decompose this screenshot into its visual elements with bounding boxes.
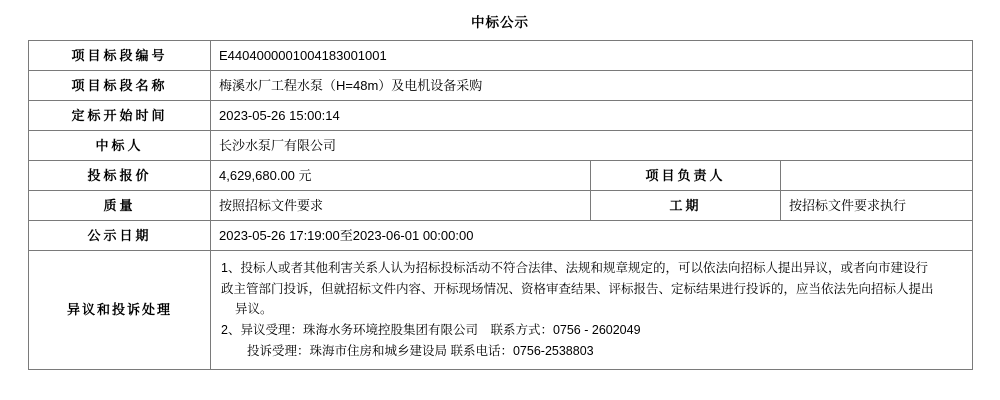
appeal-line: 1、投标人或者其他利害关系人认为招标投标活动不符合法律、法规和规章规定的，可以依法向招标人提出异议，或者向市建设行 xyxy=(221,261,928,275)
section-name-label: 项目标段名称 xyxy=(29,71,211,101)
section-no-label: 项目标段编号 xyxy=(29,41,211,71)
award-time-value: 2023-05-26 15:00:14 xyxy=(211,101,973,131)
winner-value: 长沙水泵厂有限公司 xyxy=(211,131,973,161)
publish-date-label: 公示日期 xyxy=(29,221,211,251)
appeal-label: 异议和投诉处理 xyxy=(29,251,211,370)
appeal-value-cell xyxy=(211,251,973,370)
bid-price-label: 投标报价 xyxy=(29,161,211,191)
table-row xyxy=(29,191,973,221)
page-title: 中标公示 xyxy=(471,15,529,30)
section-no-value: E4404000001004183001001 xyxy=(211,41,973,71)
duration-value: 按招标文件要求执行 xyxy=(781,191,973,221)
appeal-line: 2、异议受理：珠海水务环境控股集团有限公司 联系方式：0756 - 2602049 xyxy=(221,322,641,337)
quality-label: 质量 xyxy=(29,191,211,221)
table-row xyxy=(29,131,973,161)
bid-price-value: 4,629,680.00 元 xyxy=(211,161,591,191)
award-time-label: 定标开始时间 xyxy=(29,101,211,131)
quality-value: 按照招标文件要求 xyxy=(211,191,591,221)
duration-label: 工期 xyxy=(591,191,781,221)
table-row xyxy=(29,161,973,191)
publish-date-value: 2023-05-26 17:19:00至2023-06-01 00:00:00 xyxy=(211,221,973,251)
project-manager-value xyxy=(781,161,973,191)
table-row xyxy=(29,71,973,101)
winner-label: 中标人 xyxy=(29,131,211,161)
appeal-line: 投诉受理：珠海市住房和城乡建设局 联系电话：0756-2538803 xyxy=(247,343,594,358)
table-row xyxy=(29,41,973,71)
table-row xyxy=(29,251,973,370)
appeal-line: 异议。 xyxy=(235,302,273,317)
bid-award-notice-table xyxy=(28,40,973,370)
table-row xyxy=(29,221,973,251)
table-row xyxy=(29,101,973,131)
appeal-text xyxy=(219,251,964,369)
appeal-line: 政主管部门投诉，但就招标文件内容、开标现场情况、资格审查结果、评标报告、定标结果进行投诉的，应当依法先向招标人提出 xyxy=(221,281,934,296)
section-name-value: 梅溪水厂工程水泵（H=48m）及电机设备采购 xyxy=(211,71,973,101)
project-manager-label: 项目负责人 xyxy=(591,161,781,191)
